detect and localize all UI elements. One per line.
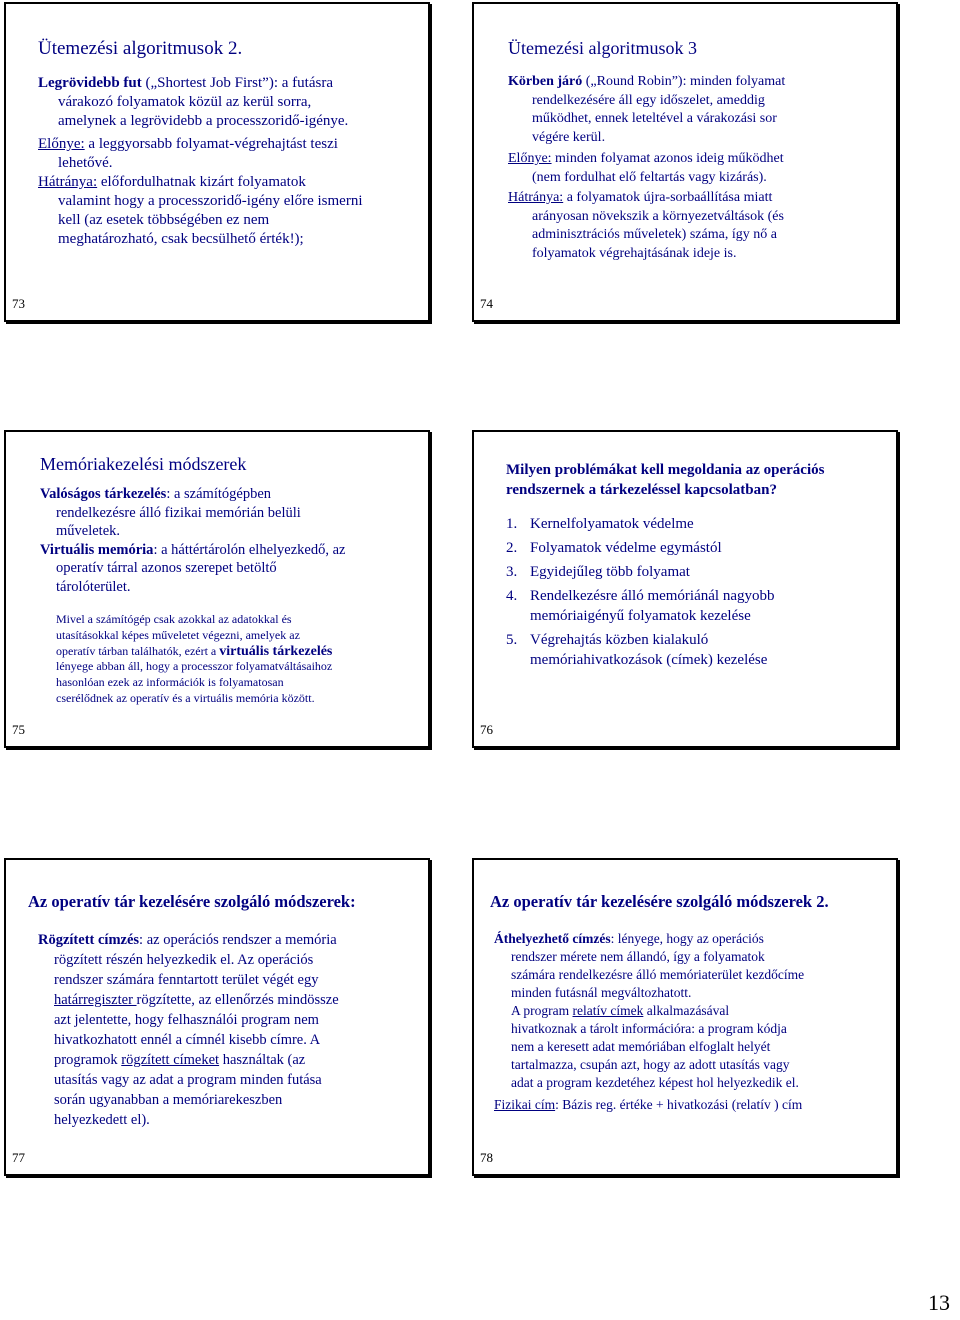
slide-number: 77	[12, 1150, 25, 1165]
slide-number: 78	[480, 1150, 493, 1165]
list-item	[506, 562, 896, 582]
item-text: memóriahivatkozások (címek) kezelése	[530, 652, 768, 668]
item-text: Kernelfolyamatok védelme	[530, 516, 694, 532]
text-line: : a számítógépben	[166, 486, 272, 502]
slide-title: Ütemezési algoritmusok 2.	[38, 38, 243, 59]
title-line: Milyen problémákat kell megoldania az operációs	[506, 462, 825, 478]
text-line: végére kerül.	[532, 129, 606, 145]
text-line: cserélődnek az operatív és a virtuális memória között.	[56, 690, 315, 705]
term-fixed-addresses: rögzített címeket	[121, 1052, 220, 1068]
paragraph-fixed-addressing	[38, 930, 428, 950]
term-physical-address: Fizikai cím	[494, 1097, 556, 1112]
slide-74	[472, 2, 898, 322]
text-line: operatív tárral azonos szerepet betöltő	[56, 560, 277, 576]
text-line: műveletek.	[56, 523, 121, 539]
text-line: tartalmazza, csupán azt, hogy az adott utasítás vagy	[511, 1057, 790, 1072]
text-line: : Bázis reg. értéke + hivatkozási (relatív ) cím	[555, 1097, 803, 1112]
page-number: 13	[928, 1290, 950, 1315]
paragraph-advantage	[38, 135, 428, 154]
item-number: 1.	[506, 516, 518, 532]
item-text: Folyamatok védelme egymástól	[530, 540, 722, 556]
text-line: meghatározható, csak becsülhető érték!);	[58, 231, 304, 247]
text-line: számára rendelkezésre álló memóriaterület kezdőcíme	[511, 967, 805, 982]
text-line: : az operációs rendszer a memória	[139, 932, 337, 948]
slide-number: 73	[12, 296, 25, 311]
text-line: : a háttértárolón elhelyezkedő, az	[153, 541, 346, 558]
text-line: (nem fordulhat elő feltartás vagy kizárás).	[532, 169, 767, 185]
paragraph-real-memory	[40, 485, 428, 504]
text-line: lehetővé.	[58, 155, 113, 171]
slide-76	[472, 430, 898, 748]
text-line	[54, 990, 428, 1010]
text-line: során ugyanabban a memóriarekeszben	[54, 1092, 283, 1108]
term-relative-addresses: relatív címek	[572, 1003, 644, 1018]
text-line: várakozó folyamatok közül az kerül sorra,	[58, 94, 312, 110]
paragraph-disadvantage	[508, 189, 896, 208]
text-line: rögzített részén helyezkedik el. Az operációs	[54, 952, 314, 968]
text-line: minden futásnál megváltozhatott.	[511, 985, 692, 1000]
title-line: rendszernek a tárkezeléssel kapcsolatban?	[506, 482, 777, 498]
text-line: Mivel a számítógép csak azokkal az adatokkal és	[56, 612, 292, 626]
slide-number: 75	[12, 722, 25, 737]
text-line: használtak (az	[219, 1052, 306, 1068]
slide-78	[472, 858, 898, 1176]
text-line: alkalmazásával	[643, 1003, 730, 1018]
label-disadvantage: Hátránya:	[508, 190, 564, 205]
text-line: („Shortest Job First”): a futásra	[141, 75, 333, 91]
paragraph-relocatable-addressing	[494, 930, 896, 948]
label-advantage: Előnye:	[38, 136, 85, 152]
term-boundary-register: határregiszter	[54, 992, 137, 1008]
text-line: működhet, ennek leteltével a várakozási sor	[532, 111, 777, 126]
text-line: minden folyamat azonos ideig működhet	[551, 151, 784, 166]
text-line: operatív tárban találhatók, ezért a	[56, 643, 220, 658]
paragraph-sjf	[38, 74, 428, 93]
text-line: előfordulhatnak kizárt folyamatok	[97, 174, 306, 190]
text-line: amelynek a legrövidebb a processzoridő-igénye.	[58, 113, 349, 129]
text-line: folyamatok végrehajtásának ideje is.	[532, 245, 737, 261]
label-disadvantage: Hátránya:	[38, 174, 98, 190]
text-line: tárolóterület.	[56, 578, 131, 595]
term-virtual-memory: Virtuális memória	[40, 541, 154, 558]
text-line: A program	[511, 1003, 573, 1018]
paragraph-advantage	[508, 150, 896, 169]
note-block	[40, 612, 428, 707]
item-text: Rendelkezésre álló memóriánál nagyobb	[530, 588, 775, 604]
paragraph-round-robin	[508, 73, 896, 92]
slide-number: 74	[480, 296, 493, 311]
paragraph-disadvantage	[38, 173, 428, 192]
text-line: rendszer számára fenntartott terület végét egy	[54, 972, 319, 988]
text-line: hivatkozhatott ennél a címnél kisebb címre. A	[54, 1032, 321, 1048]
list-item	[506, 538, 896, 558]
item-number: 4.	[506, 588, 518, 604]
text-line	[56, 644, 428, 660]
list-item	[506, 630, 896, 670]
slide-title: Az operatív tár kezelésére szolgáló módszerek:	[28, 892, 356, 911]
text-line: lényege abban áll, hogy a processzor folyamatváltásaihoz	[56, 659, 333, 674]
item-text: memóriaigényű folyamatok kezelése	[530, 608, 751, 624]
text-line: a leggyorsabb folyamat-végrehajtást teszi	[84, 136, 338, 152]
text-line: utasításokkal képes műveletet végezni, amelyek az	[56, 627, 300, 642]
text-line: azt jelentette, hogy felhasználói program nem	[54, 1012, 319, 1028]
text-line: adat a program kezdetéhez képest hol helyezkedik el.	[511, 1075, 799, 1090]
slide-73	[4, 2, 430, 322]
term-real-memory: Valóságos tárkezelés	[40, 486, 167, 502]
list-item	[506, 586, 896, 626]
text-line: („Round Robin”): minden folyamat	[582, 74, 786, 89]
text-line: a folyamatok újra-sorbaállítása miatt	[563, 190, 773, 205]
text-line: nem a keresett adat memóriában elfoglalt helyét	[511, 1039, 771, 1054]
text-line: rendelkezésre álló fizikai memórián belüli	[56, 504, 301, 521]
list-item	[506, 514, 896, 534]
text-line: rögzítette, az ellenőrzés mindössze	[136, 992, 339, 1008]
text-line: valamint hogy a processzoridő-igény előre ismerni	[58, 193, 363, 209]
item-number: 2.	[506, 540, 518, 556]
item-number: 5.	[506, 632, 518, 648]
text-line	[511, 1002, 896, 1020]
term-round-robin: Körben járó	[508, 74, 583, 89]
text-line	[54, 1050, 428, 1070]
term-fixed-addressing: Rögzített címzés	[38, 932, 140, 948]
text-line: programok	[54, 1052, 122, 1068]
item-number: 3.	[506, 564, 518, 580]
slide-title	[506, 460, 896, 500]
item-text: Végrehajtás közben kialakuló	[530, 632, 709, 648]
slide-75	[4, 430, 430, 748]
slide-number: 76	[480, 722, 493, 737]
paragraph-physical-address	[494, 1096, 896, 1114]
term-virtual-storage: virtuális tárkezelés	[219, 643, 333, 659]
text-line: hasonlóan ezek az információk is folyamatosan	[56, 675, 284, 690]
term-sjf: Legrövidebb fut	[38, 75, 142, 91]
slide-title: Memóriakezelési módszerek	[40, 454, 247, 474]
item-text: Egyidejűleg több folyamat	[530, 564, 690, 580]
label-advantage: Előnye:	[508, 151, 552, 166]
slide-title: Ütemezési algoritmusok 3	[508, 38, 697, 58]
text-line: utasítás vagy az adat a program minden futása	[54, 1072, 322, 1088]
text-line: : lényege, hogy az operációs	[610, 931, 764, 946]
text-line: arányosan növekszik a környezetváltások (és	[532, 208, 784, 224]
text-line: rendelkezésére áll egy időszelet, ameddig	[532, 92, 765, 108]
slide-77	[4, 858, 430, 1176]
term-relocatable-addressing: Áthelyezhető címzés	[494, 931, 611, 946]
text-line: rendszer mérete nem állandó, így a folyamatok	[511, 949, 765, 964]
text-line: adminisztrációs műveletek) száma, így nő a	[532, 227, 777, 242]
text-line: hivatkoznak a tárolt információra: a program kódja	[511, 1021, 787, 1036]
text-line: helyezkedett el).	[54, 1112, 150, 1128]
text-line: kell (az esetek többségében ez nem	[58, 212, 270, 228]
slide-title: Az operatív tár kezelésére szolgáló módszerek 2.	[490, 892, 829, 911]
paragraph-virtual-memory	[40, 541, 428, 560]
problem-list	[506, 514, 896, 670]
